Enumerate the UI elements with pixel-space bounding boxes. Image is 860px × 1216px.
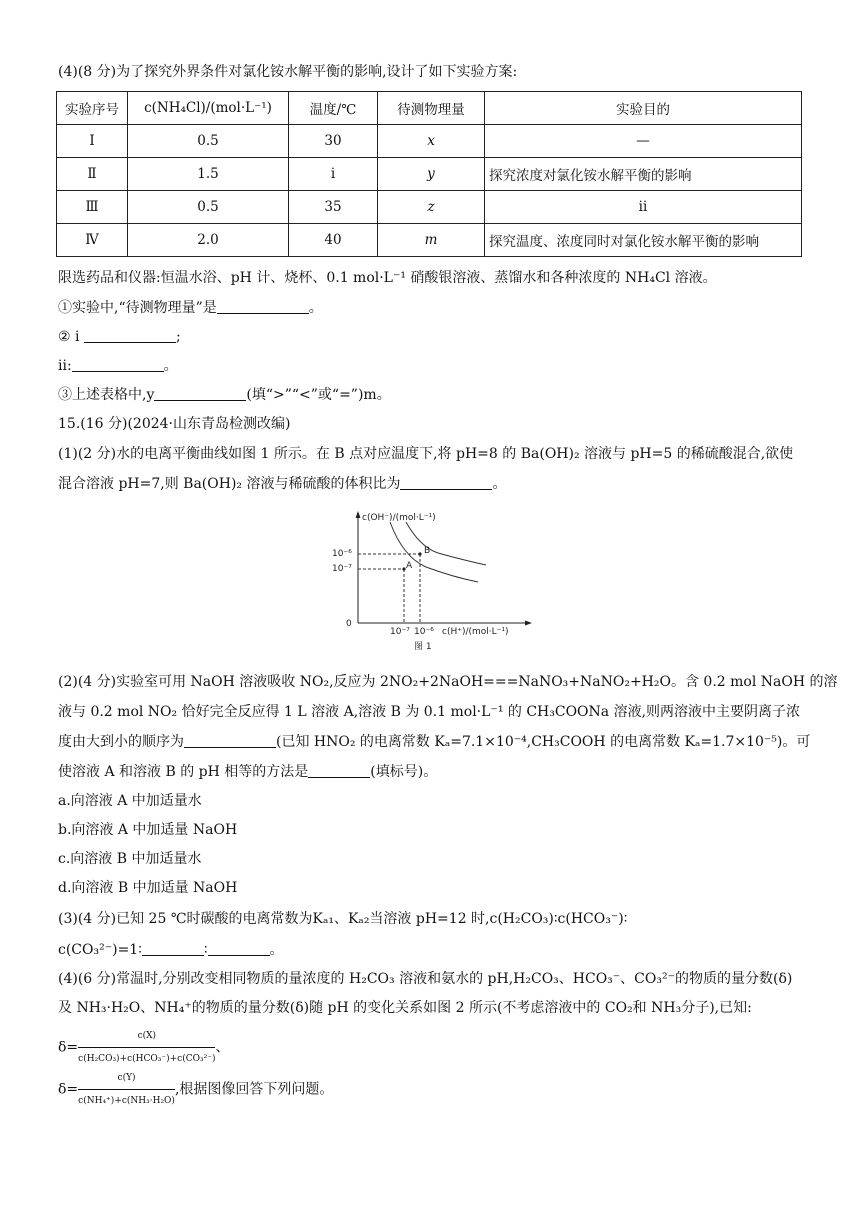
y-axis-arrow xyxy=(356,511,361,518)
table-header: 实验目的 xyxy=(485,92,802,125)
q4-3-text-post: (填“>”“<”或“=”)m。 xyxy=(246,387,391,403)
delta1-denominator: c(H₂CO₃)+c(HCO₃⁻)+c(CO₃²⁻) xyxy=(78,1054,216,1064)
table-cell: — xyxy=(485,125,802,158)
answer-blank[interactable] xyxy=(154,386,246,401)
delta-formula-2 xyxy=(58,1068,333,1111)
x-axis-label: c(H⁺)/(mol·L⁻¹) xyxy=(442,627,509,637)
q4-2b-text: ⅱ: xyxy=(58,358,72,374)
delta2-numerator: c(Y) xyxy=(78,1068,175,1090)
q15-1-line-a: (1)(2 分)水的电离平衡曲线如图 1 所示。在 B 点对应温度下,将 pH=8 的 Ba(OH)₂ 溶液与 pH=5 的稀硫酸混合,欲使 xyxy=(58,446,794,462)
answer-blank[interactable] xyxy=(400,475,492,490)
answer-blank[interactable] xyxy=(308,763,370,778)
table-header: c(NH₄Cl)/(mol·L⁻¹) xyxy=(128,92,289,125)
option-a: a.向溶液 A 中加适量水 xyxy=(58,793,202,809)
y-axis-label: c(OH⁻)/(mol·L⁻¹) xyxy=(362,513,436,523)
q15-3-line-a: (3)(4 分)已知 25 ℃时碳酸的电离常数为Kₐ₁、Kₐ₂当溶液 pH=12 时,c(H₂CO₃)∶c(HCO₃⁻)∶ xyxy=(58,911,628,927)
table-cell: 0.5 xyxy=(128,125,289,158)
y-tick-label: 10⁻⁷ xyxy=(332,564,352,574)
delta2-fraction xyxy=(78,1068,175,1111)
delta1-fraction xyxy=(78,1026,215,1069)
reagents-text: 限选药品和仪器:恒温水浴、pH 计、烧杯、0.1 mol·L⁻¹ 硝酸银溶液、蒸馏水和各种浓度的 NH₄Cl 溶液。 xyxy=(58,270,717,286)
origin-label: 0 xyxy=(346,619,352,629)
table-cell: z xyxy=(378,191,485,224)
q4-intro: (4)(8 分)为了探究外界条件对氯化铵水解平衡的影响,设计了如下实验方案: xyxy=(58,64,518,80)
q15-3-pre: c(CO₃²⁻)=1∶ xyxy=(58,942,142,958)
answer-blank[interactable] xyxy=(72,357,164,372)
table-cell: Ⅳ xyxy=(57,224,128,257)
delta1-suffix: 、 xyxy=(215,1039,230,1056)
point-b-marker xyxy=(418,552,421,555)
option-d: d.向溶液 B 中加适量 NaOH xyxy=(58,880,238,896)
q15-4-line-a: (4)(6 分)常温时,分别改变相同物质的量浓度的 H₂CO₃ 溶液和氨水的 pH,H₂CO₃、HCO₃⁻、CO₃²⁻的物质的量分数(δ) xyxy=(58,971,793,987)
table-cell: 探究浓度对氯化铵水解平衡的影响 xyxy=(485,158,802,191)
answer-blank[interactable] xyxy=(217,299,309,314)
q15-1-line-b: 混合溶液 pH=7,则 Ba(OH)₂ 溶液与稀硫酸的体积比为 。 xyxy=(58,476,507,492)
delta2-suffix: ,根据图像回答下列问题。 xyxy=(174,1081,334,1098)
q4-2a: ② ⅰ ; xyxy=(58,329,181,345)
table-cell: 35 xyxy=(289,191,378,224)
table-row xyxy=(57,125,802,158)
q15-2-d-pre: 使溶液 A 和溶液 B 的 pH 相等的方法是 xyxy=(58,764,309,780)
table-header: 温度/℃ xyxy=(289,92,378,125)
delta1-numerator: c(X) xyxy=(78,1026,215,1048)
q15-header: 15.(16 分)(2024·山东青岛检测改编) xyxy=(58,416,291,432)
table-cell: m xyxy=(378,224,485,257)
point-b-label: B xyxy=(424,546,431,556)
q4-1: ①实验中,“待测物理量”是 。 xyxy=(58,300,323,316)
delta2-denominator: c(NH₄⁺)+c(NH₃·H₂O) xyxy=(78,1096,175,1106)
q4-1-text: ①实验中,“待测物理量”是 xyxy=(58,300,217,316)
table-cell: 0.5 xyxy=(128,191,289,224)
table-cell: 2.0 xyxy=(128,224,289,257)
q15-3-mid: ∶ xyxy=(203,942,208,958)
table-cell: 探究温度、浓度同时对氯化铵水解平衡的影响 xyxy=(485,224,802,257)
x-tick-label: 10⁻⁶ xyxy=(414,627,434,637)
x-tick-label: 10⁻⁷ xyxy=(390,627,410,637)
q15-2-line-c xyxy=(58,732,810,752)
table-cell: ⅱ xyxy=(485,191,802,224)
delta2-prefix: δ= xyxy=(58,1081,79,1098)
table-cell: 1.5 xyxy=(128,158,289,191)
q15-1-text: 混合溶液 pH=7,则 Ba(OH)₂ 溶液与稀硫酸的体积比为 xyxy=(58,476,401,492)
q4-3-text-pre: ③上述表格中,y xyxy=(58,387,155,403)
point-a-label: A xyxy=(406,561,413,571)
q15-3-post: 。 xyxy=(269,942,284,958)
q4-2a-text: ② ⅰ xyxy=(58,329,80,345)
table-cell: Ⅱ xyxy=(57,158,128,191)
q4-3 xyxy=(58,385,391,405)
table-header-row xyxy=(57,92,802,125)
y-tick-label: 10⁻⁶ xyxy=(332,549,352,559)
table-cell: Ⅰ xyxy=(57,125,128,158)
figure-caption: 图 1 xyxy=(414,642,432,652)
table-cell: y xyxy=(378,158,485,191)
curve-a xyxy=(390,522,478,582)
figure-1-chart xyxy=(328,505,538,660)
q15-4-line-b: 及 NH₃·H₂O、NH₄⁺的物质的量分数(δ)随 pH 的变化关系如图 2 所示(不考虑溶液中的 CO₂和 NH₃分子),已知: xyxy=(58,1000,752,1016)
x-axis-arrow xyxy=(525,621,532,626)
table-row xyxy=(57,158,802,191)
table-header: 实验序号 xyxy=(57,92,128,125)
q15-2-text-pre: 度由大到小的顺序为 xyxy=(58,734,184,750)
q15-3-line-b xyxy=(58,940,284,960)
curve-b xyxy=(406,522,486,565)
q15-2-text-post: (已知 HNO₂ 的电离常数 Kₐ=7.1×10⁻⁴,CH₃COOH 的电离常数 Kₐ=1.7×10⁻⁵)。可 xyxy=(276,734,811,750)
option-b: b.向溶液 A 中加适量 NaOH xyxy=(58,822,238,838)
table-row xyxy=(57,191,802,224)
q4-2b: ⅱ: 。 xyxy=(58,358,178,374)
q15-2-d-post: (填标号)。 xyxy=(370,764,438,780)
delta1-prefix: δ= xyxy=(58,1039,79,1056)
table-cell: Ⅲ xyxy=(57,191,128,224)
answer-blank[interactable] xyxy=(184,733,276,748)
table-cell: ⅰ xyxy=(289,158,378,191)
answer-blank[interactable] xyxy=(142,941,204,956)
table-cell: 40 xyxy=(289,224,378,257)
table-cell: 30 xyxy=(289,125,378,158)
option-c: c.向溶液 B 中加适量水 xyxy=(58,851,202,867)
table-header: 待测物理量 xyxy=(378,92,485,125)
experiment-table xyxy=(56,91,802,257)
delta-formula-1 xyxy=(58,1026,229,1069)
answer-blank[interactable] xyxy=(208,941,270,956)
q15-2-line-a: (2)(4 分)实验室可用 NaOH 溶液吸收 NO₂,反应为 2NO₂+2NaOH===NaNO₃+NaNO₂+H₂O。含 0.2 mol NaOH 的溶 xyxy=(58,674,838,690)
answer-blank[interactable] xyxy=(84,328,176,343)
table-cell: x xyxy=(378,125,485,158)
q15-2-line-d xyxy=(58,762,437,782)
q15-2-line-b: 液与 0.2 mol NO₂ 恰好完全反应得 1 L 溶液 A,溶液 B 为 0.1 mol·L⁻¹ 的 CH₃COONa 溶液,则两溶液中主要阴离子浓 xyxy=(58,704,801,720)
table-row xyxy=(57,224,802,257)
